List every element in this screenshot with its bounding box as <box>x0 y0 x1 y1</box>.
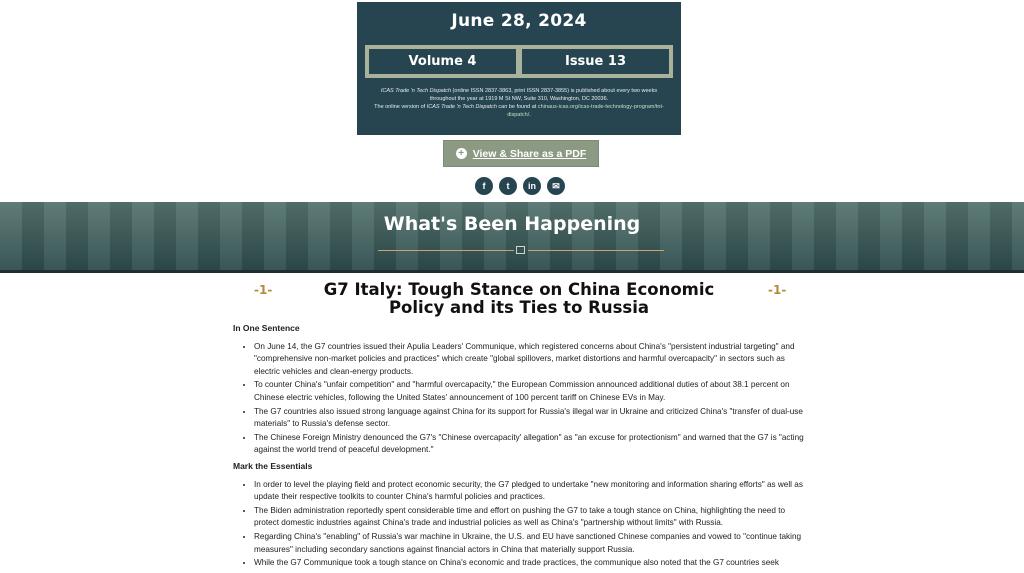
view-share-pdf-button[interactable] <box>443 140 599 167</box>
volume-label: Volume 4 <box>369 49 516 74</box>
section-heading: In One Sentence <box>233 323 300 333</box>
publication-info <box>367 87 671 119</box>
bullet-list <box>233 479 808 570</box>
divider-right <box>528 250 664 251</box>
issue-label: Issue 13 <box>522 49 669 74</box>
list-item: • The G7 countries also issued strong language against China for its support for Russia's illegal war in Ukraine and criticized China's "transfer of dual-use materials" to Russia's defense sector. <box>254 406 808 431</box>
online-version-prefix: The online version of <box>374 104 427 110</box>
list-item: • The Chinese Foreign Ministry denounced the G7's "Chinese overcapacity' allegation" as "an excuse for protectionism" and warned that the G7 is "acting against the world trend of peaceful development." <box>254 432 808 457</box>
list-item: • While the G7 Communique took a tough stance on China's economic and trade practices, the communique also noted that the G7 countries seek <box>254 557 808 570</box>
online-version-mid: can be found at <box>496 104 538 110</box>
list-item: • Regarding China's "enabling" of Russia's war machine in Ukraine, the U.S. and EU have sanctioned Chinese companies and vowed to "continue taking measures" including secondary sanctions against financial actors in China that materially support Russia. <box>254 531 808 556</box>
volume-issue-bar <box>365 45 673 78</box>
article-title: G7 Italy: Tough Stance on China Economic Policy and its Ties to Russia <box>323 280 715 317</box>
publication-title-2: ICAS Trade 'n Tech Dispatch <box>426 104 497 110</box>
linkedin-icon[interactable]: in <box>523 177 541 195</box>
issue-date: June 28, 2024 <box>451 11 587 31</box>
plus-circle-icon: + <box>456 148 467 159</box>
publication-title: ICAS Trade 'n Tech Dispatch <box>380 88 452 94</box>
list-item: • To counter China's "unfair competition" and "harmful overcapacity," the European Commission announced additional duties of about 38.1 percent on Chinese electric vehicles, following the United States' announcement of 100 percent tariff on Chinese EVs in May. <box>254 379 808 404</box>
article-number-left: -1- <box>254 283 273 297</box>
article-number-right: -1- <box>768 283 787 297</box>
bullet-list <box>233 341 808 457</box>
section-title: What's Been Happening <box>383 213 641 235</box>
twitter-icon[interactable]: t <box>499 177 517 195</box>
ornament-icon <box>516 246 525 254</box>
facebook-icon[interactable]: f <box>475 177 493 195</box>
section-banner <box>0 202 1024 273</box>
email-icon[interactable]: ✉ <box>547 177 565 195</box>
article-body <box>233 322 808 573</box>
online-version-suffix: . <box>529 112 531 118</box>
list-item: • On June 14, the G7 countries issued their Apulia Leaders' Communique, which registered concerns about China's "persistent industrial targeting" and "comprehensive non-market policies and practices" which create "global spillovers, market distortions and harmful overcapacity" in sectors such as electric vehicles and clean-energy products. <box>254 341 808 379</box>
pdf-button-label: View & Share as a PDF <box>472 147 587 160</box>
social-share-row <box>475 177 565 195</box>
list-item: • In order to level the playing field and protect economic security, the G7 pledged to undertake "new monitoring and information sharing efforts" as well as update their respective toolkits to counter China's harmful policies and practices. <box>254 479 808 504</box>
divider-left <box>378 250 514 251</box>
publication-details: (online ISSN 2837-3863, print ISSN 2837-3855) is published about every two weeks throughout the year at 1919 M St NW, Suite 310, Washington, DC 20036. <box>429 88 658 102</box>
masthead <box>357 2 681 135</box>
dispatch-link[interactable]: chinaus-icas.org/icas-trade-technology-program/tnt-dispatch/ <box>507 104 664 118</box>
list-item: • The Biden administration reportedly spent considerable time and effort on pushing the G7 to take a tough stance on China, highlighting the need to protect domestic industries against China's trade and industrial policies as well as China's "partnership without limits" with Russia. <box>254 505 808 530</box>
section-heading: Mark the Essentials <box>233 460 313 471</box>
